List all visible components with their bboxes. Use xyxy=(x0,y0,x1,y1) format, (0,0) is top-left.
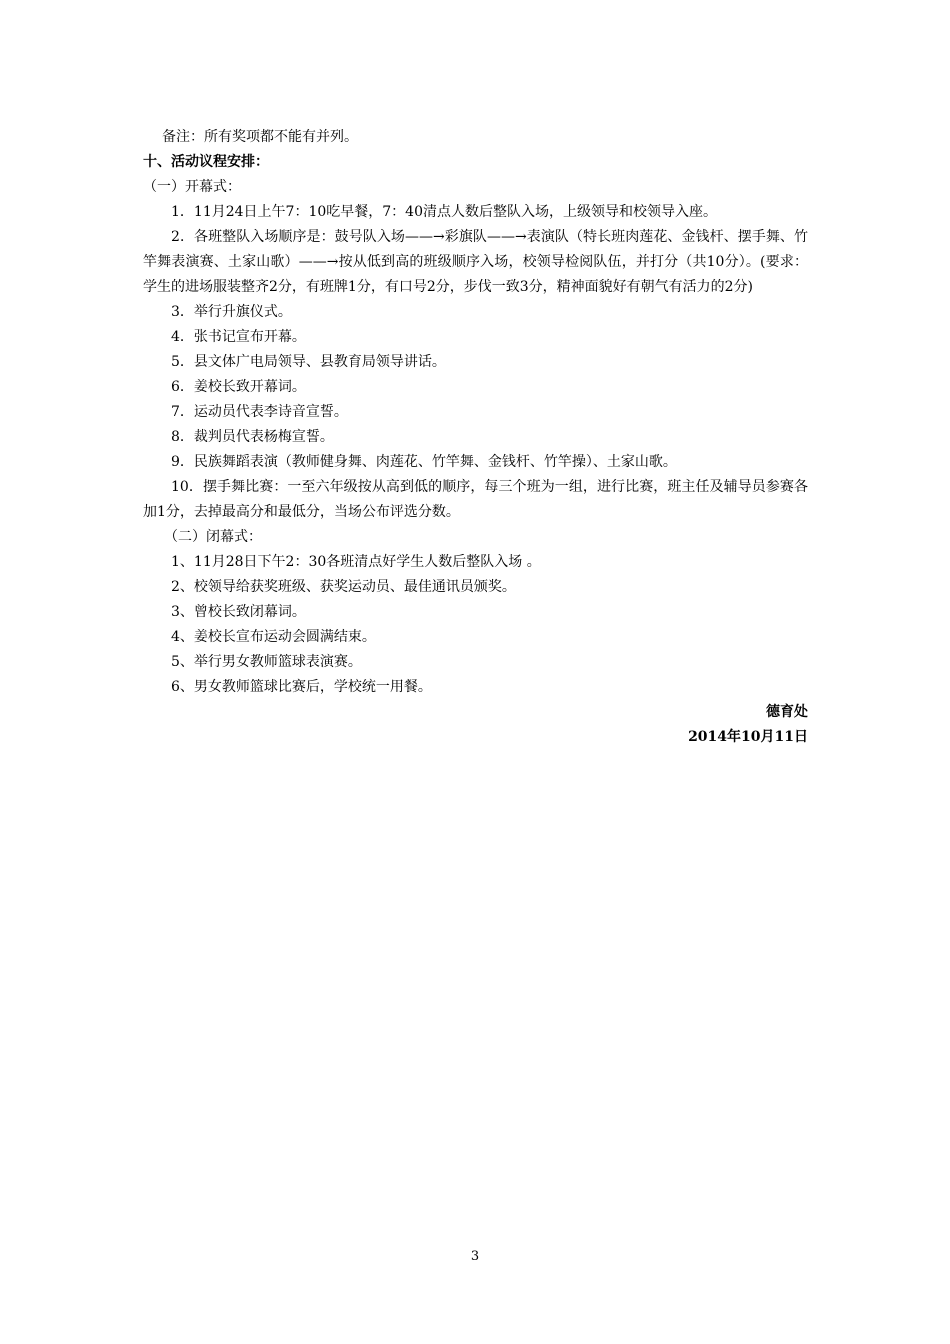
signature-date: 2014年10月11日 xyxy=(688,729,808,745)
page-number: 3 xyxy=(470,1249,480,1264)
opening-item: 3．举行升旗仪式。 xyxy=(171,304,292,320)
opening-item: 6．姜校长致开幕词。 xyxy=(171,379,306,395)
signature-department: 德育处 xyxy=(766,704,808,720)
section-heading: 十、活动议程安排： xyxy=(143,154,269,170)
document-body xyxy=(143,125,808,750)
opening-item: 4．张书记宣布开幕。 xyxy=(171,329,306,345)
closing-item: 4、姜校长宣布运动会圆满结束。 xyxy=(171,629,376,645)
opening-item: 9．民族舞蹈表演（教师健身舞、肉莲花、竹竿舞、金钱杆、竹竿操）、土家山歌。 xyxy=(171,454,677,470)
opening-item: 1．11月24日上午7：10吃早餐，7：40清点人数后整队入场，上级领导和校领导入座。 xyxy=(171,204,717,220)
closing-heading: （二）闭幕式： xyxy=(164,529,262,545)
closing-item: 5、举行男女教师篮球表演赛。 xyxy=(171,654,362,670)
opening-item: 2．各班整队入场顺序是：鼓号队入场——→彩旗队——→表演队（特长班肉莲花、金钱杆、摆手舞、竹竿舞表演赛、土家山歌）——→按从低到高的班级顺序入场，校领导检阅队伍，并打分（共10分）。(要求：学生的进场服装整齐2分，有班牌1分，有口号2分，步伐一致3分，精神面貌好有朝气有活力的2分) xyxy=(143,229,808,295)
closing-item: 2、校领导给获奖班级、获奖运动员、最佳通讯员颁奖。 xyxy=(171,579,516,595)
opening-item: 10．摆手舞比赛：一至六年级按从高到低的顺序，每三个班为一组，进行比赛，班主任及辅导员参赛各加1分，去掉最高分和最低分，当场公布评选分数。 xyxy=(143,479,808,520)
opening-item: 7．运动员代表李诗音宣誓。 xyxy=(171,404,348,420)
opening-item: 8．裁判员代表杨梅宣誓。 xyxy=(171,429,334,445)
opening-heading: （一）开幕式： xyxy=(143,179,241,195)
note-line: 备注：所有奖项都不能有并列。 xyxy=(162,129,358,145)
closing-item: 3、曾校长致闭幕词。 xyxy=(171,604,306,620)
closing-item: 1、11月28日下午2：30各班清点好学生人数后整队入场 。 xyxy=(171,554,541,570)
opening-item: 5．县文体广电局领导、县教育局领导讲话。 xyxy=(171,354,446,370)
closing-item: 6、男女教师篮球比赛后，学校统一用餐。 xyxy=(171,679,432,695)
